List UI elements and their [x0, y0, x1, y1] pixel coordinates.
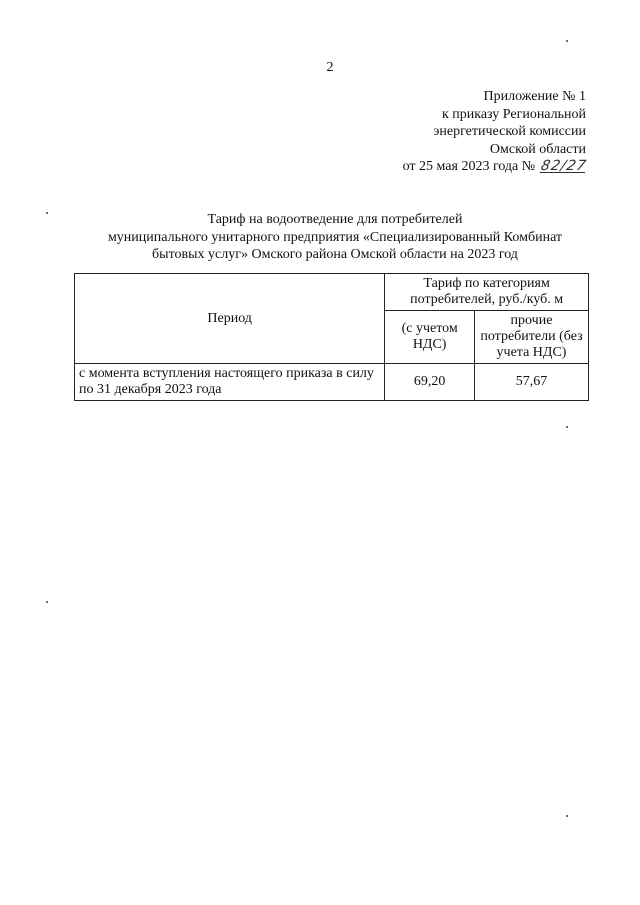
scan-speck [566, 40, 568, 42]
header-with-vat: (с учетом НДС) [385, 311, 475, 364]
header-tariff-group: Тариф по категориям потребителей, руб./куб. м [385, 274, 589, 311]
row-period: с момента вступления настоящего приказа в силу по 31 декабря 2023 года [75, 364, 385, 401]
header-other-consumers: прочие потребители (без учета НДС) [475, 311, 589, 364]
order-date-line [403, 158, 586, 176]
title-line: Тариф на водоотведение для потребителей [207, 212, 463, 227]
scan-speck [46, 601, 48, 603]
appendix-line: Омской области [489, 141, 586, 157]
appendix-block [403, 88, 586, 176]
scan-speck [566, 426, 568, 428]
row-other-value: 57,67 [475, 364, 589, 401]
scan-speck [46, 212, 48, 214]
title-line: муниципального унитарного предприятия «Специализированный Комбинат [107, 229, 563, 245]
row-with-vat-value: 69,20 [385, 364, 475, 401]
title-line: бытовых услуг» Омского района Омской области на 2023 год [152, 247, 518, 262]
order-date: от 25 мая 2023 года № [402, 159, 536, 174]
appendix-line: Приложение № 1 [483, 89, 586, 104]
document-title [70, 211, 600, 264]
scan-speck [566, 815, 568, 817]
appendix-line: энергетической комиссии [433, 124, 586, 139]
table-header-row [75, 274, 589, 311]
tariff-table [74, 273, 589, 401]
table-row [75, 364, 589, 401]
header-period: Период [75, 274, 385, 364]
page-number: 2 [326, 60, 334, 75]
handwritten-order-number: 82/27 [539, 158, 588, 174]
appendix-line: к приказу Региональной [441, 106, 586, 122]
